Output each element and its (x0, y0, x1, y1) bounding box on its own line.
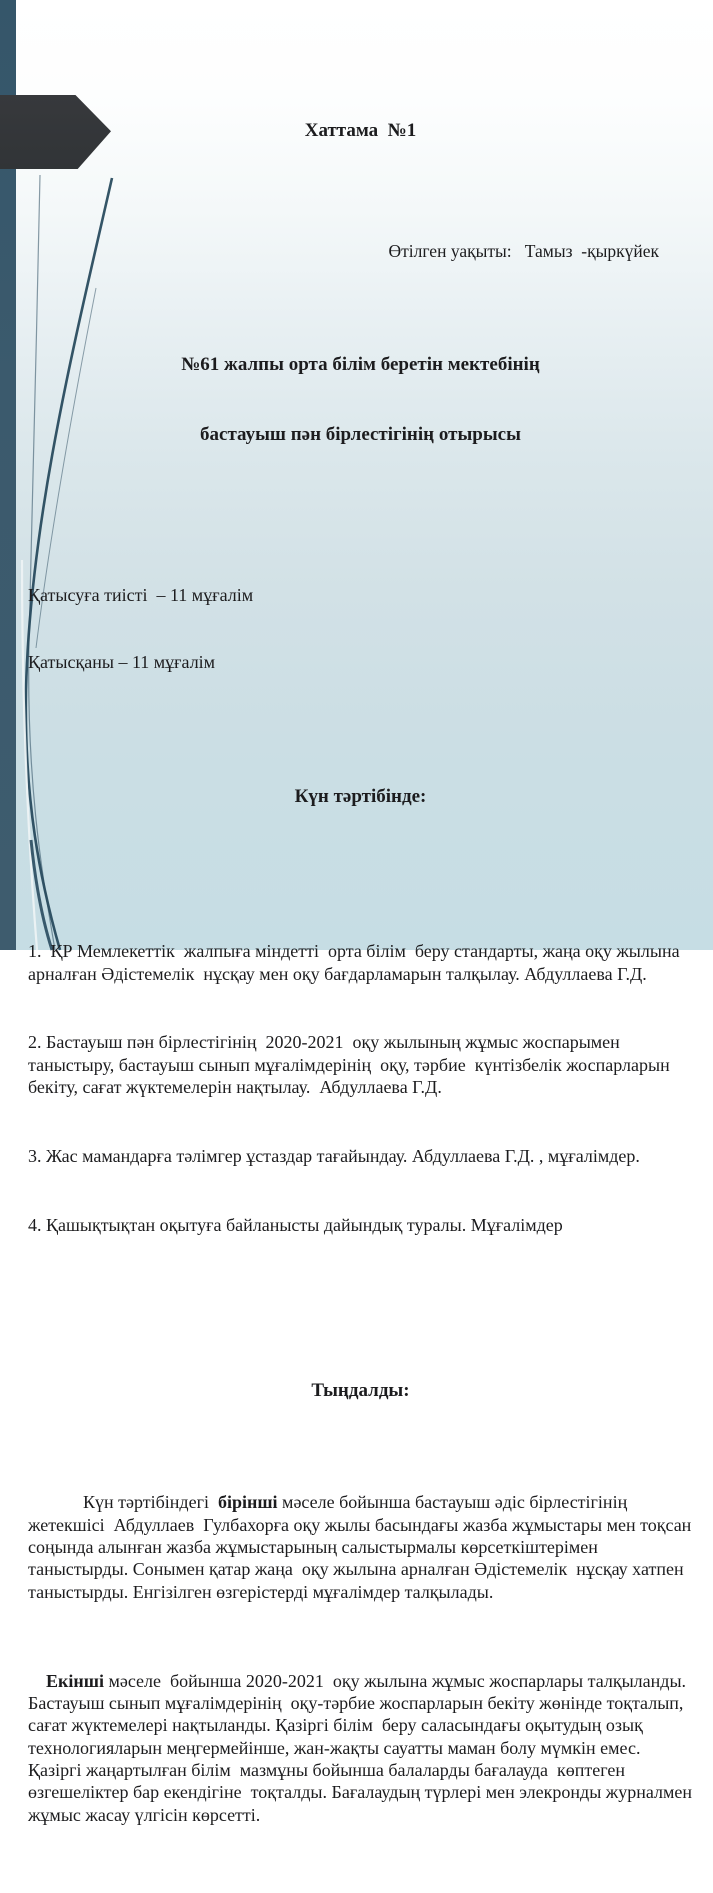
agenda-item-2: 2. Бастауыш пән бірлестігінің 2020-2021 оқу жылының жұмыс жоспарымен таныстыру, бастауыш сынып мұғалімдерінің оқу, тәрбие күнтізбелік жоспарларын бекіту, сағат жүктемелерін нақтылау. Абдуллаева Г.Д. (28, 1032, 675, 1097)
document-body (28, 0, 697, 1893)
attendees-expected-line: Қатысуға тиісті – 11 мұғалім (28, 585, 254, 606)
para2-bold-word: Екінші (46, 1670, 104, 1691)
para2-rest-text: мәселе бойынша 2020-2021 оқу жылына жұмыс жоспарлары талқыланды. Бастауыш сынып мұғалімдерінің оқу-тәрбие жоспарларын бекіту жөнінде тоқталып, сағат жүктемелері нақтыланды. Қазіргі білім беру саласындағы оқытудың озық технологияларын меңгермейінше, жан-жақты сауатты маман болу мүмкін емес. Қазіргі жаңартылған білім мазмұны бойынша балаларды бағалауда көптеген өзгешеліктер бар екендігіне тоқталды. Бағалаудың түрлері мен элекронды журналмен жұмыс жасау үлгісін көрсетті. (28, 1670, 697, 1825)
para1-lead-text: Күн тәртібіндегі (83, 1492, 218, 1513)
attendees-present-line: Қатысқаны – 11 мұғалім (28, 651, 216, 672)
time-held-line: Өтілген уақыты: Тамыз -қыркүйек (388, 240, 659, 261)
para1-bold-word: бірінші (217, 1492, 278, 1513)
agenda-list (28, 896, 693, 1283)
page-title: Хаттама №1 (304, 119, 417, 141)
para1-rest-text: мәселе бойынша бастауыш әдіс бірлестігінің жетекшісі Абдуллаев Гулбахорға оқу жылы басындағы жазба жұмыстары мен тоқсан соңында алынған жазба жұмыстарының салыстырмалы көрсеткіштерімен таныстырды. Сонымен қатар жаңа оқу жылына арналған Әдістемелік нұсқау хатпен таныстырды. Енгізілген өзгерістерді мұғалімдер талқылады. (28, 1492, 696, 1602)
attendees-block (28, 539, 693, 717)
heard-paragraph-second-issue (28, 1670, 697, 1826)
school-subtitle-line-2: бастауыш пән бірлестігінің отырысы (200, 423, 521, 445)
school-subtitle-line-1: №61 жалпы орта білім беретін мектебінің (181, 353, 540, 375)
heard-heading: Тыңдалды: (311, 1379, 410, 1401)
agenda-item-1: 1. ҚР Мемлекеттік жалпыға міндетті орта білім беру стандарты, жаңа оқу жылына арналған Әдістемелік нұсқау мен оқу бағдарламарын талқылау. Абдуллаева Г.Д. (28, 941, 685, 984)
agenda-heading: Күн тәртібінде: (294, 785, 427, 807)
agenda-item-4: 4. Қашықтықтан оқытуға байланысты дайындық туралы. Мұғалімдер (28, 1214, 563, 1235)
heard-paragraph-first-issue (28, 1491, 696, 1602)
agenda-item-3: 3. Жас мамандарға тәлімгер ұстаздар тағайындау. Абдуллаева Г.Д. , мұғалімдер. (28, 1145, 640, 1166)
